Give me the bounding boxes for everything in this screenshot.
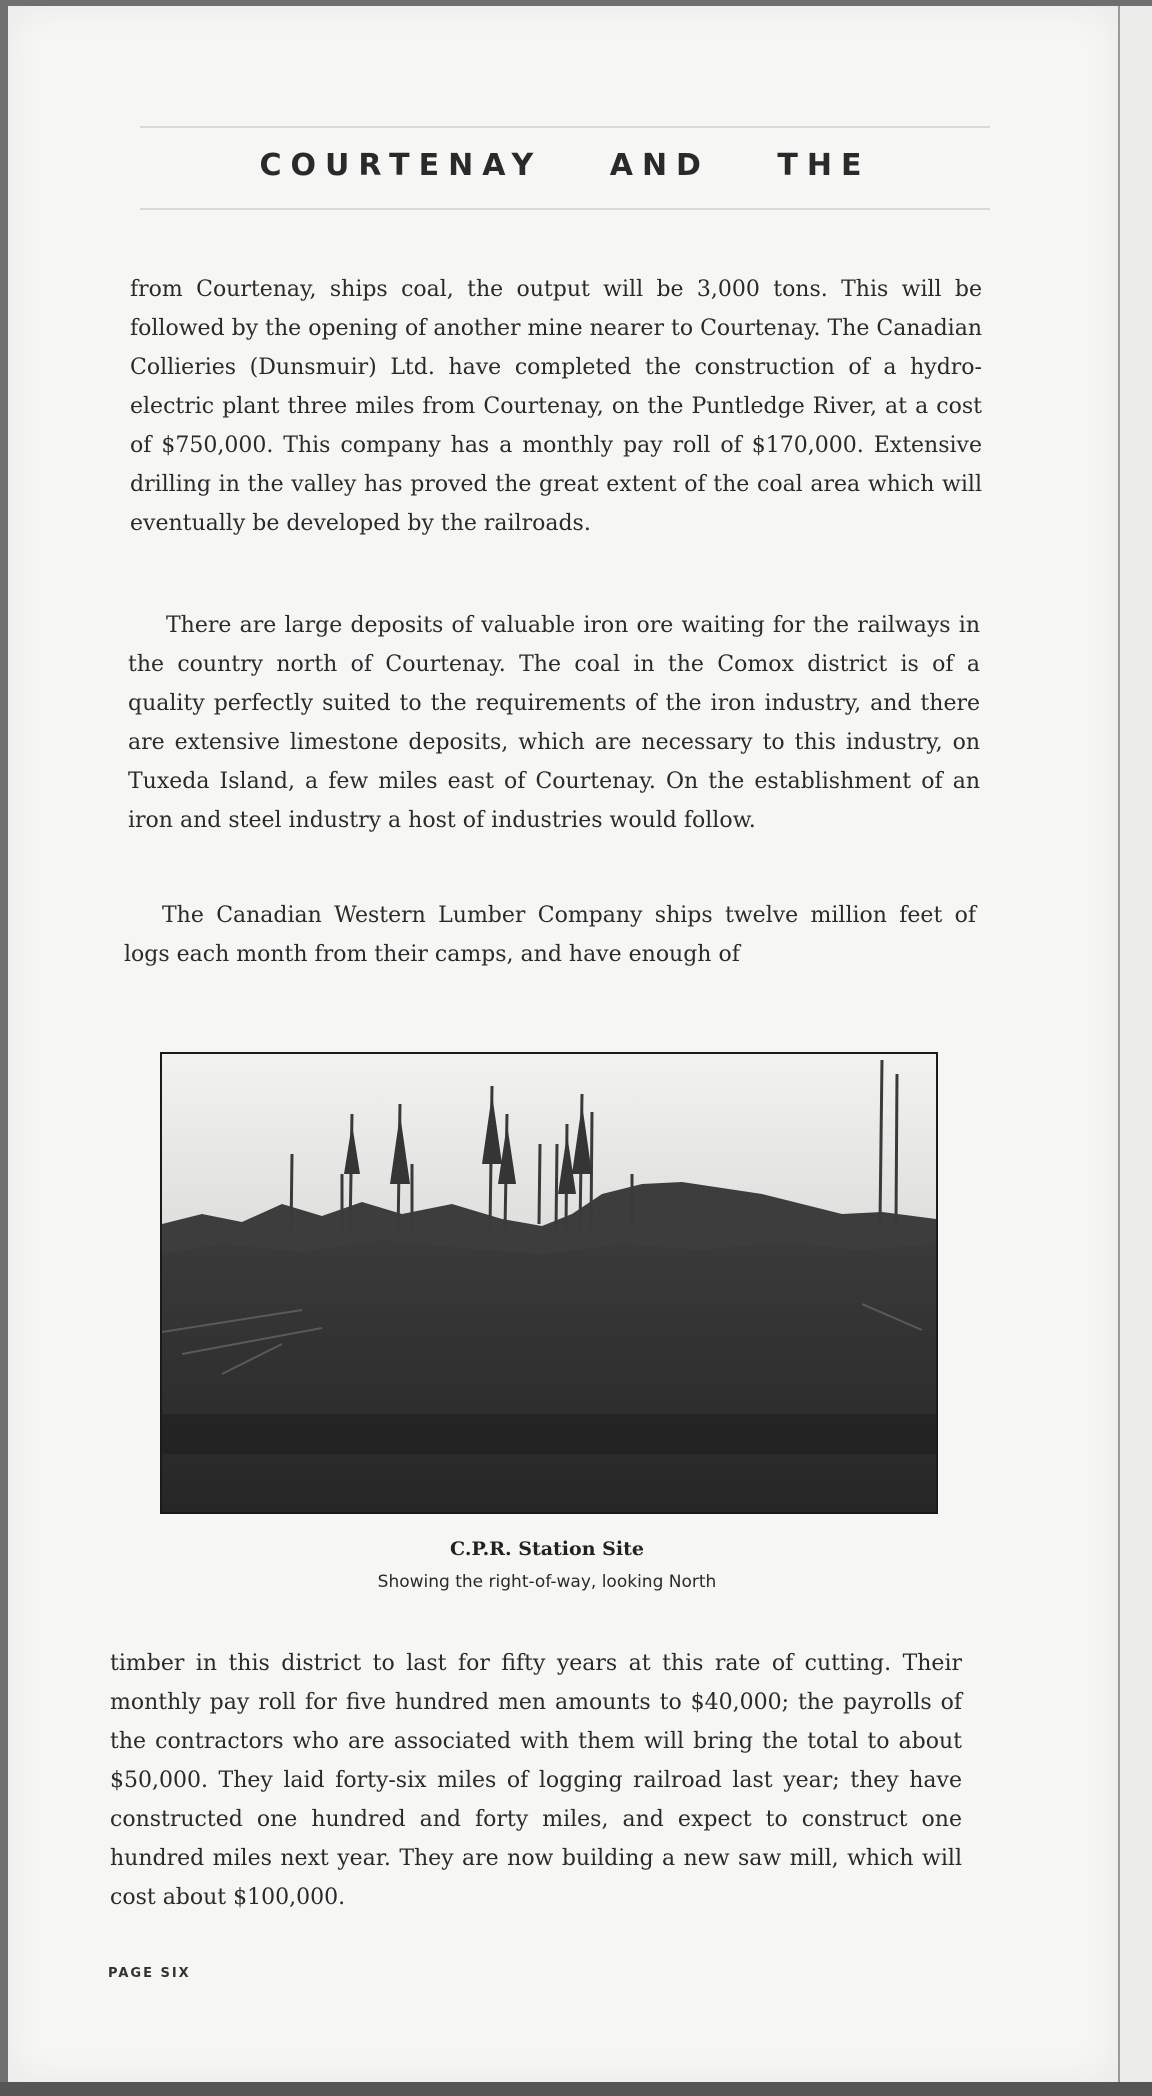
- scan-bottom-edge: [0, 2082, 1152, 2096]
- paragraph-iron-ore: There are large deposits of valuable iron ore waiting for the railways in the country north of Courtenay. The coal in the Comox district is of a quality perfectly suited to the requirements of the iron industry, and there are extensive limestone deposits, which are necessary to this industry, on Tuxeda Island, a few miles east of Courtenay. On the establishment of an iron and steel industry a host of industries would follow.: [128, 613, 980, 833]
- header-rule-top: [140, 126, 990, 128]
- paragraph-coal-mines: from Courtenay, ships coal, the output will be 3,000 tons. This will be followed by the opening of another mine nearer to Courtenay. The Canadian Collieries (Dunsmuir) Ltd. have completed the construction of a hydro-electric plant three miles from Courtenay, on the Puntledge River, at a cost of $750,000. This company has a monthly pay roll of $170,000. Extensive drilling in the valley has proved the great extent of the coal area which will eventually be developed by the railroads.: [130, 277, 982, 536]
- figure-caption-title: C.P.R. Station Site: [450, 1538, 644, 1560]
- header-rule-bottom: [140, 208, 990, 210]
- station-site-photo: [160, 1052, 938, 1514]
- paragraph-timber-payroll: timber in this district to last for fifty years at this rate of cutting. Their monthly pay roll for five hundred men amounts to $40,000; the payrolls of the contractors who are associated with them will bring the total to about $50,000. They laid forty-six miles of logging railroad last year; they have constructed one hundred and forty miles, and expect to construct one hundred miles next year. They are now building a new saw mill, which will cost about $100,000.: [110, 1651, 962, 1910]
- page-number: PAGE SIX: [108, 1966, 191, 1981]
- figure-caption-subtitle: Showing the right-of-way, looking North: [377, 1572, 717, 1592]
- paragraph-lumber-company: The Canadian Western Lumber Company ships twelve million feet of logs each month from their camps, and have enough of: [124, 903, 976, 967]
- forest-clearing-image: [162, 1054, 936, 1512]
- page-header: COURTENAY AND THE: [259, 148, 871, 183]
- page-edge-strip: [1118, 6, 1152, 2086]
